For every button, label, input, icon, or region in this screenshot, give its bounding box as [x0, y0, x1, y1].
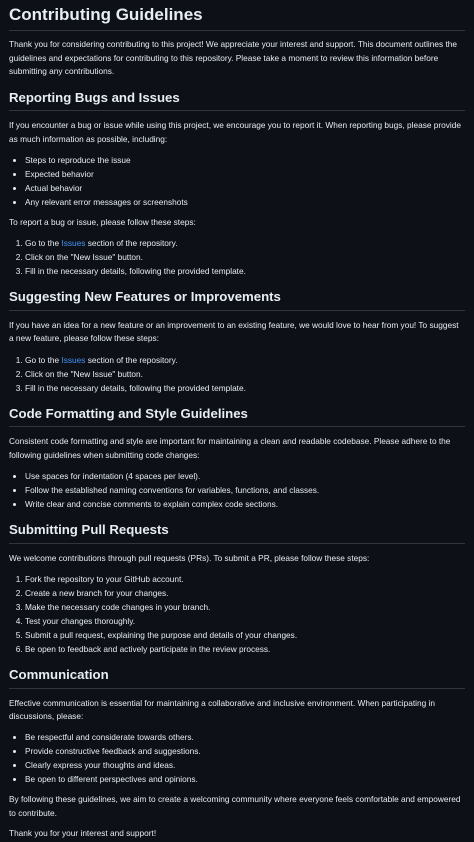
- prs-paragraph: We welcome contributions through pull requests (PRs). To submit a PR, please follow these steps:: [9, 552, 370, 563]
- section-heading-bugs: Reporting Bugs and Issues: [9, 90, 465, 112]
- list-item: 3. Fill in the necessary details, following the provided template.: [25, 264, 465, 278]
- section-heading-pull-requests: Submitting Pull Requests: [9, 522, 465, 544]
- bugs-info-list: [9, 153, 465, 209]
- page-title: Contributing Guidelines: [9, 0, 465, 31]
- features-steps-list: [9, 353, 465, 395]
- list-item: 3. Make the necessary code changes in your branch.: [25, 600, 465, 614]
- list-item: • Steps to reproduce the issue: [25, 153, 465, 167]
- list-item: 5. Submit a pull request, explaining the purpose and details of your changes.: [25, 628, 465, 642]
- list-item: 3. Fill in the necessary details, following the provided template.: [25, 381, 465, 395]
- list-item: 4. Test your changes thoroughly.: [25, 614, 465, 628]
- style-list: [9, 469, 465, 511]
- list-item: 2. Click on the "New Issue" button.: [25, 367, 465, 381]
- list-item: • Provide constructive feedback and suggestions.: [25, 744, 465, 758]
- list-item: • Expected behavior: [25, 167, 465, 181]
- list-item: • Be open to different perspectives and opinions.: [25, 772, 465, 786]
- list-item: 2. Click on the "New Issue" button.: [25, 250, 465, 264]
- intro-paragraph: Thank you for considering contributing to this project! We appreciate your interest and support. This document outlines the guidelines and expectations for contributing to this repository. Please take a moment to review this information before submitting any contributions.: [9, 39, 457, 77]
- list-item: • Be respectful and considerate towards others.: [25, 730, 465, 744]
- list-item: • Actual behavior: [25, 181, 465, 195]
- features-paragraph: If you have an idea for a new feature or an improvement to an existing feature, we would love to hear from you! To suggest a new feature, please follow these steps:: [9, 319, 459, 344]
- step-text: Go to the: [25, 354, 62, 365]
- step-text: Go to the: [25, 238, 62, 249]
- list-item: • Clearly express your thoughts and ideas.: [25, 758, 465, 772]
- communication-list: [9, 730, 465, 786]
- list-item: 1. Fork the repository to your GitHub account.: [25, 572, 465, 586]
- issues-link[interactable]: Issues: [61, 238, 86, 249]
- list-item: • Any relevant error messages or screenshots: [25, 195, 465, 209]
- step-text: section of the repository.: [85, 354, 178, 365]
- issues-link[interactable]: Issues: [61, 354, 86, 365]
- list-item: [25, 353, 465, 367]
- communication-paragraph: Effective communication is essential for maintaining a collaborative and inclusive environment. When participating in discussions, please:: [9, 697, 435, 721]
- list-item: 2. Create a new branch for your changes.: [25, 586, 465, 600]
- closing-paragraph: By following these guidelines, we aim to create a welcoming community where everyone feels comfortable and empowered to contribute.: [9, 794, 461, 818]
- thanks-paragraph: Thank you for your interest and support!: [9, 828, 157, 839]
- bugs-paragraph: If you encounter a bug or issue while using this project, we encourage you to report it. When reporting bugs, please provide as much information as possible, including:: [9, 120, 461, 144]
- bugs-steps-intro: To report a bug or issue, please follow these steps:: [9, 216, 196, 227]
- step-text: section of the repository.: [85, 238, 178, 249]
- prs-steps-list: [9, 572, 465, 656]
- list-item: • Use spaces for indentation (4 spaces per level).: [25, 469, 465, 483]
- list-item: 6. Be open to feedback and actively participate in the review process.: [25, 642, 465, 656]
- section-heading-features: Suggesting New Features or Improvements: [9, 289, 465, 311]
- bugs-steps-list: [9, 236, 465, 278]
- list-item: • Follow the established naming conventions for variables, functions, and classes.: [25, 483, 465, 497]
- list-item: • Write clear and concise comments to explain complex code sections.: [25, 497, 465, 511]
- style-paragraph: Consistent code formatting and style are important for maintaining a clean and readable codebase. Please adhere to the following guidelines when submitting code changes:: [9, 436, 451, 460]
- section-heading-communication: Communication: [9, 667, 465, 689]
- section-heading-style: Code Formatting and Style Guidelines: [9, 406, 465, 428]
- list-item: [25, 236, 465, 250]
